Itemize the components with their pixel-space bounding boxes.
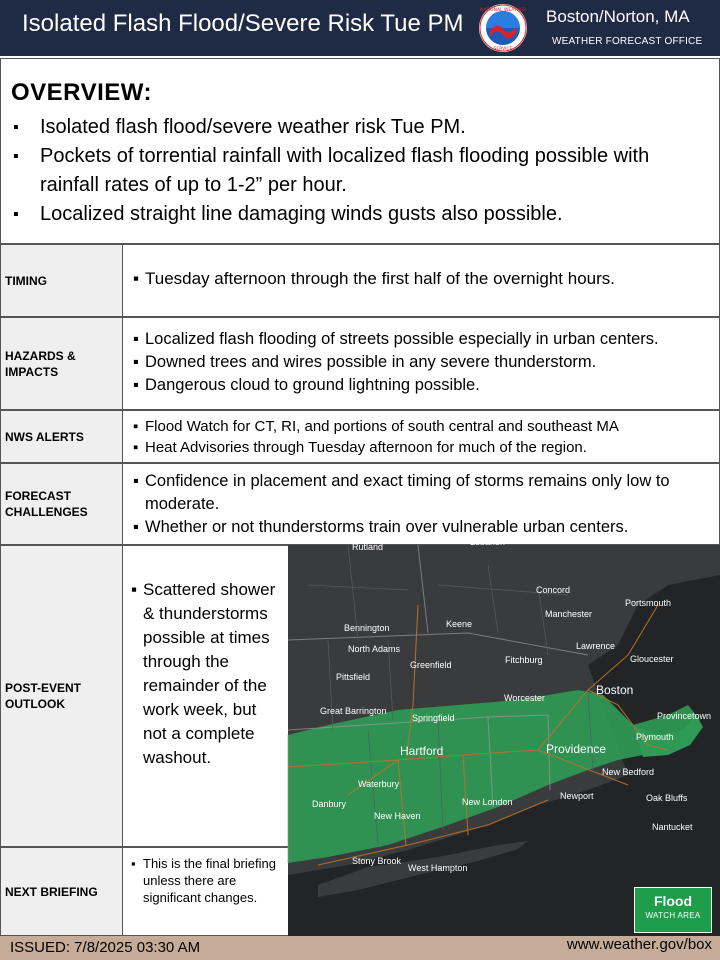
footer-bar bbox=[0, 936, 720, 960]
city-label: New London bbox=[462, 797, 513, 807]
legend-subtitle: WATCH AREA bbox=[645, 911, 701, 920]
city-label: Waterbury bbox=[358, 779, 400, 789]
city-label: West Hampton bbox=[408, 863, 468, 873]
website-link[interactable]: www.weather.gov/box bbox=[566, 936, 712, 953]
list-item: ▪ Scattered shower & thunderstorms possible at times through the remainder of the work week, but not a complete washout. bbox=[131, 580, 276, 767]
header-banner bbox=[0, 0, 720, 56]
logo-top-text: NATIONAL WEATHER bbox=[479, 8, 527, 13]
city-label: Lebanon bbox=[470, 537, 506, 547]
list-item: ▪ This is the final briefing unless there are significant changes. bbox=[131, 856, 276, 905]
list-item: ▪ Confidence in placement and exact timing of storms remains only low to moderate. bbox=[133, 472, 670, 513]
list-item: ▪ Localized straight line damaging winds gusts also possible. bbox=[13, 200, 703, 229]
city-label: Nantucket bbox=[652, 822, 693, 832]
city-label: Great Barrington bbox=[320, 706, 387, 716]
timing-label: TIMING bbox=[0, 244, 122, 317]
flood-watch-map bbox=[288, 537, 720, 936]
list-item: ▪ Whether or not thunderstorms train over vulnerable urban centers. bbox=[133, 518, 629, 536]
briefing-body bbox=[122, 847, 289, 936]
city-label: Springfield bbox=[412, 713, 455, 723]
city-label: Greenfield bbox=[410, 660, 452, 670]
overview-title: OVERVIEW: bbox=[11, 79, 152, 106]
page-title: Isolated Flash Flood/Severe Risk Tue PM bbox=[22, 10, 464, 37]
city-label: Pittsfield bbox=[336, 672, 371, 682]
timing-body bbox=[122, 244, 720, 317]
bullet-icon: ▪ bbox=[13, 119, 19, 136]
city-label: Concord bbox=[536, 585, 571, 595]
list-item: ▪ Tuesday afternoon through the first half of the overnight hours. bbox=[133, 269, 615, 288]
outlook-body bbox=[122, 545, 289, 847]
list-item: ▪ Isolated flash flood/severe weather risk Tue PM. bbox=[13, 113, 703, 142]
challenges-body bbox=[122, 463, 720, 545]
alerts-label: NWS ALERTS bbox=[0, 410, 122, 463]
city-label: Worcester bbox=[504, 693, 545, 703]
office-subtitle: WEATHER FORECAST OFFICE bbox=[552, 36, 703, 47]
list-item: ▪ Pockets of torrential rainfall with localized flash flooding possible with rainfall rates of up to 1-2” per hour. bbox=[13, 142, 703, 200]
city-label: Newport bbox=[560, 791, 594, 801]
city-label: Bennington bbox=[344, 623, 390, 633]
alerts-body bbox=[122, 410, 720, 463]
bullet-icon: ▪ bbox=[13, 148, 19, 165]
logo-bottom-text: SERVICE bbox=[493, 47, 513, 52]
list-item: ▪ Downed trees and wires possible in any severe thunderstorm. bbox=[133, 353, 597, 371]
city-label: Hartford bbox=[400, 744, 444, 758]
city-label: Manchester bbox=[545, 609, 593, 619]
city-label: Fitchburg bbox=[505, 655, 543, 665]
challenges-label: FORECAST CHALLENGES bbox=[0, 463, 122, 545]
city-label: Keene bbox=[446, 619, 473, 629]
hazards-body bbox=[122, 317, 720, 410]
city-label: Lawrence bbox=[576, 641, 616, 651]
outlook-label: POST-EVENT OUTLOOK bbox=[0, 545, 122, 847]
legend-title: Flood bbox=[653, 893, 693, 909]
briefing-label: NEXT BRIEFING bbox=[0, 847, 122, 936]
overview-list bbox=[13, 113, 703, 229]
list-item: ▪ Flood Watch for CT, RI, and portions of south central and southeast MA bbox=[133, 418, 619, 435]
city-label: Provincetown bbox=[657, 711, 712, 721]
city-label: New Haven bbox=[374, 811, 421, 821]
city-label: Oak Bluffs bbox=[646, 793, 688, 803]
city-label: Plymouth bbox=[636, 732, 674, 742]
city-label: New Bedford bbox=[602, 767, 655, 777]
city-label: Stony Brook bbox=[352, 856, 402, 866]
overview-section bbox=[0, 58, 720, 244]
list-item: ▪ Dangerous cloud to ground lightning possible. bbox=[133, 376, 480, 394]
city-label: North Adams bbox=[348, 644, 401, 654]
bullet-icon: ▪ bbox=[13, 206, 19, 223]
city-label: Danbury bbox=[312, 799, 347, 809]
flood-watch-legend bbox=[634, 887, 712, 933]
city-label: Providence bbox=[546, 742, 607, 756]
hazards-label: HAZARDS & IMPACTS bbox=[0, 317, 122, 410]
city-label: Portsmouth bbox=[625, 598, 672, 608]
city-label: Boston bbox=[596, 683, 634, 697]
office-name: Boston/Norton, MA bbox=[546, 7, 690, 26]
issued-timestamp: ISSUED: 7/8/2025 03:30 AM bbox=[10, 939, 201, 956]
nws-logo-icon bbox=[478, 3, 528, 53]
city-label: Rutland bbox=[352, 542, 384, 552]
list-item: ▪ Heat Advisories through Tuesday afternoon for much of the region. bbox=[133, 439, 587, 456]
list-item: ▪ Localized flash flooding of streets possible especially in urban centers. bbox=[133, 330, 659, 348]
city-label: Gloucester bbox=[630, 654, 674, 664]
